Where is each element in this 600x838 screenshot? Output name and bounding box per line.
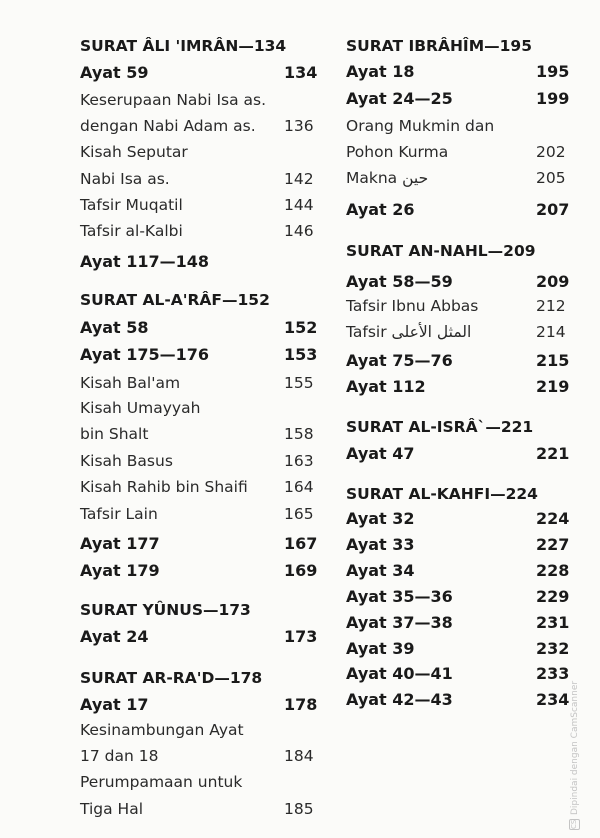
toc-entry: [80, 424, 314, 444]
toc-entry-label: Ayat 37—38: [346, 613, 453, 632]
camscanner-logo-icon: CS: [570, 819, 578, 829]
toc-entry-label: Ayat 42—43: [346, 690, 453, 709]
surah-heading-text: SURAT AN-NAHL—209: [346, 242, 536, 260]
toc-entry-label: Nabi Isa as.: [80, 170, 170, 188]
toc-entry: [346, 168, 566, 188]
toc-entry-label: Tiga Hal: [80, 800, 144, 818]
toc-entry-label: bin Shalt: [80, 425, 149, 443]
toc-entry: [80, 116, 314, 136]
toc-page-number: 155: [284, 374, 314, 392]
toc-entry: [80, 504, 314, 524]
toc-page-number: 167: [284, 534, 318, 553]
toc-page-number: 219: [536, 377, 570, 396]
toc-page-number: 152: [284, 318, 318, 337]
toc-entry: [346, 561, 570, 581]
toc-entry: [346, 587, 570, 607]
toc-entry-label: Orang Mukmin dan: [346, 117, 495, 135]
toc-entry-label: Ayat 32: [346, 509, 415, 528]
toc-page-number: 229: [536, 587, 570, 606]
toc-entry-label: Keserupaan Nabi Isa as.: [80, 91, 267, 109]
toc-page-number: 234: [536, 690, 570, 709]
toc-entry: [346, 535, 570, 555]
toc-page-number: 158: [284, 425, 314, 443]
toc-page-number: 173: [284, 627, 318, 646]
surah-heading: [346, 417, 533, 437]
toc-entry: [346, 690, 570, 710]
toc-entry-label: Ayat 75—76: [346, 351, 453, 370]
toc-entry: [80, 195, 314, 215]
toc-entry-label: Tafsir al-Kalbi: [80, 222, 183, 240]
toc-page-number: 195: [536, 62, 570, 81]
surah-heading: [80, 668, 262, 688]
toc-entry: [80, 318, 318, 338]
toc-entry: [346, 639, 570, 659]
toc-entry: [346, 377, 570, 397]
toc-entry: [346, 89, 570, 109]
toc-page-number: 185: [284, 800, 314, 818]
toc-entry-label: Ayat 40—41: [346, 664, 453, 683]
toc-page-number: 169: [284, 561, 318, 580]
toc-entry-label: 17 dan 18: [80, 747, 159, 765]
toc-entry-label: Kisah Umayyah: [80, 399, 201, 417]
toc-entry-label: dengan Nabi Adam as.: [80, 117, 256, 135]
toc-entry-label: Ayat 24—25: [346, 89, 453, 108]
toc-entry: [80, 221, 314, 241]
toc-entry: [80, 720, 244, 740]
toc-entry-label: Ayat 112: [346, 377, 426, 396]
surah-heading: [80, 290, 270, 310]
toc-entry-label: Tafsir المثل الأعلى: [346, 323, 472, 341]
toc-page-number: 214: [536, 323, 566, 341]
toc-entry: [80, 142, 188, 162]
toc-entry-label: Ayat 33: [346, 535, 415, 554]
toc-entry: [80, 477, 314, 497]
toc-entry-label: Tafsir Muqatil: [80, 196, 183, 214]
toc-page-number: 144: [284, 196, 314, 214]
toc-entry-label: Ayat 24: [80, 627, 149, 646]
toc-entry-label: Ayat 117—148: [80, 252, 210, 271]
toc-page-number: 215: [536, 351, 570, 370]
toc-entry-label: Ayat 179: [80, 561, 160, 580]
toc-entry: [80, 90, 266, 110]
toc-entry: [80, 373, 314, 393]
toc-entry: [80, 534, 318, 554]
toc-page-number: 178: [284, 695, 318, 714]
surah-heading-text: SURAT IBRÂHÎM—195: [346, 37, 532, 55]
toc-entry-label: Ayat 18: [346, 62, 415, 81]
toc-entry: [80, 746, 314, 766]
surah-heading-text: SURAT AR-RA'D—178: [80, 669, 263, 687]
toc-page-number: 205: [536, 169, 566, 187]
surah-heading-text: SURAT AL-KAHFI—224: [346, 485, 538, 503]
toc-page-number: 142: [284, 170, 314, 188]
toc-page-number: 199: [536, 89, 570, 108]
toc-entry: [346, 272, 570, 292]
toc-entry: [346, 116, 494, 136]
toc-entry-label: Ayat 59: [80, 63, 149, 82]
toc-entry-label: Makna حين: [346, 169, 429, 187]
toc-entry: [346, 200, 570, 220]
toc-page-number: 233: [536, 664, 570, 683]
toc-entry: [80, 561, 318, 581]
toc-page-number: 209: [536, 272, 570, 291]
toc-entry-label: Ayat 47: [346, 444, 415, 463]
scanner-watermark: [569, 681, 580, 830]
toc-entry-label: Kesinambungan Ayat: [80, 721, 244, 739]
toc-entry-label: Perumpamaan untuk: [80, 773, 243, 791]
toc-entry: [346, 664, 570, 684]
toc-entry: [346, 509, 570, 529]
toc-page-number: 184: [284, 747, 314, 765]
toc-entry: [80, 63, 318, 83]
toc-entry: [80, 772, 242, 792]
toc-page-number: 136: [284, 117, 314, 135]
surah-heading: [346, 484, 538, 504]
toc-page-number: 221: [536, 444, 570, 463]
toc-entry-label: Ayat 58: [80, 318, 149, 337]
toc-entry: [346, 62, 570, 82]
toc-entry-label: Pohon Kurma: [346, 143, 449, 161]
surah-heading: [346, 241, 536, 261]
toc-page-number: 232: [536, 639, 570, 658]
toc-entry: [80, 169, 314, 189]
toc-entry-label: Kisah Seputar: [80, 143, 188, 161]
toc-entry-label: Kisah Basus: [80, 452, 173, 470]
toc-entry: [346, 296, 566, 316]
toc-entry-label: Kisah Rahib bin Shaifi: [80, 478, 248, 496]
toc-page-number: 207: [536, 200, 570, 219]
toc-entry-label: Ayat 17: [80, 695, 149, 714]
toc-page-number: 153: [284, 345, 318, 364]
toc-page-number: 224: [536, 509, 570, 528]
toc-entry: [80, 695, 318, 715]
toc-page-number: 164: [284, 478, 314, 496]
toc-entry-label: Tafsir Ibnu Abbas: [346, 297, 479, 315]
toc-entry: [80, 252, 209, 272]
toc-entry-label: Ayat 34: [346, 561, 415, 580]
toc-entry-label: Ayat 26: [346, 200, 415, 219]
toc-entry: [80, 451, 314, 471]
toc-entry: [80, 627, 318, 647]
toc-entry: [80, 345, 318, 365]
toc-entry-label: Ayat 35—36: [346, 587, 453, 606]
toc-page-number: 202: [536, 143, 566, 161]
toc-entry-label: Ayat 58—59: [346, 272, 453, 291]
toc-page-number: 163: [284, 452, 314, 470]
surah-heading: [346, 36, 532, 56]
toc-page-number: 231: [536, 613, 570, 632]
watermark-text: Dipindai dengan CamScanner: [570, 680, 580, 815]
toc-page-number: 212: [536, 297, 566, 315]
toc-entry: [346, 322, 566, 342]
toc-entry-label: Ayat 39: [346, 639, 415, 658]
toc-entry: [346, 351, 570, 371]
toc-entry: [346, 142, 566, 162]
toc-entry-label: Ayat 175—176: [80, 345, 210, 364]
surah-heading-text: SURAT ÂLI 'IMRÂN—134: [80, 37, 287, 55]
surah-heading: [80, 36, 286, 56]
toc-entry-label: Ayat 177: [80, 534, 160, 553]
toc-entry: [80, 799, 314, 819]
toc-entry-label: Tafsir Lain: [80, 505, 158, 523]
surah-heading-text: SURAT AL-A'RÂF—152: [80, 291, 270, 309]
toc-entry: [346, 613, 570, 633]
toc-entry-label: Kisah Bal'am: [80, 374, 181, 392]
toc-page-number: 134: [284, 63, 318, 82]
surah-heading-text: SURAT YÛNUS—173: [80, 601, 251, 619]
toc-page-number: 227: [536, 535, 570, 554]
surah-heading: [80, 600, 251, 620]
toc-page-number: 228: [536, 561, 570, 580]
toc-entry: [346, 444, 570, 464]
toc-page-number: 165: [284, 505, 314, 523]
toc-entry: [80, 398, 200, 418]
surah-heading-text: SURAT AL-ISRÂ`—221: [346, 418, 534, 436]
toc-page-number: 146: [284, 222, 314, 240]
